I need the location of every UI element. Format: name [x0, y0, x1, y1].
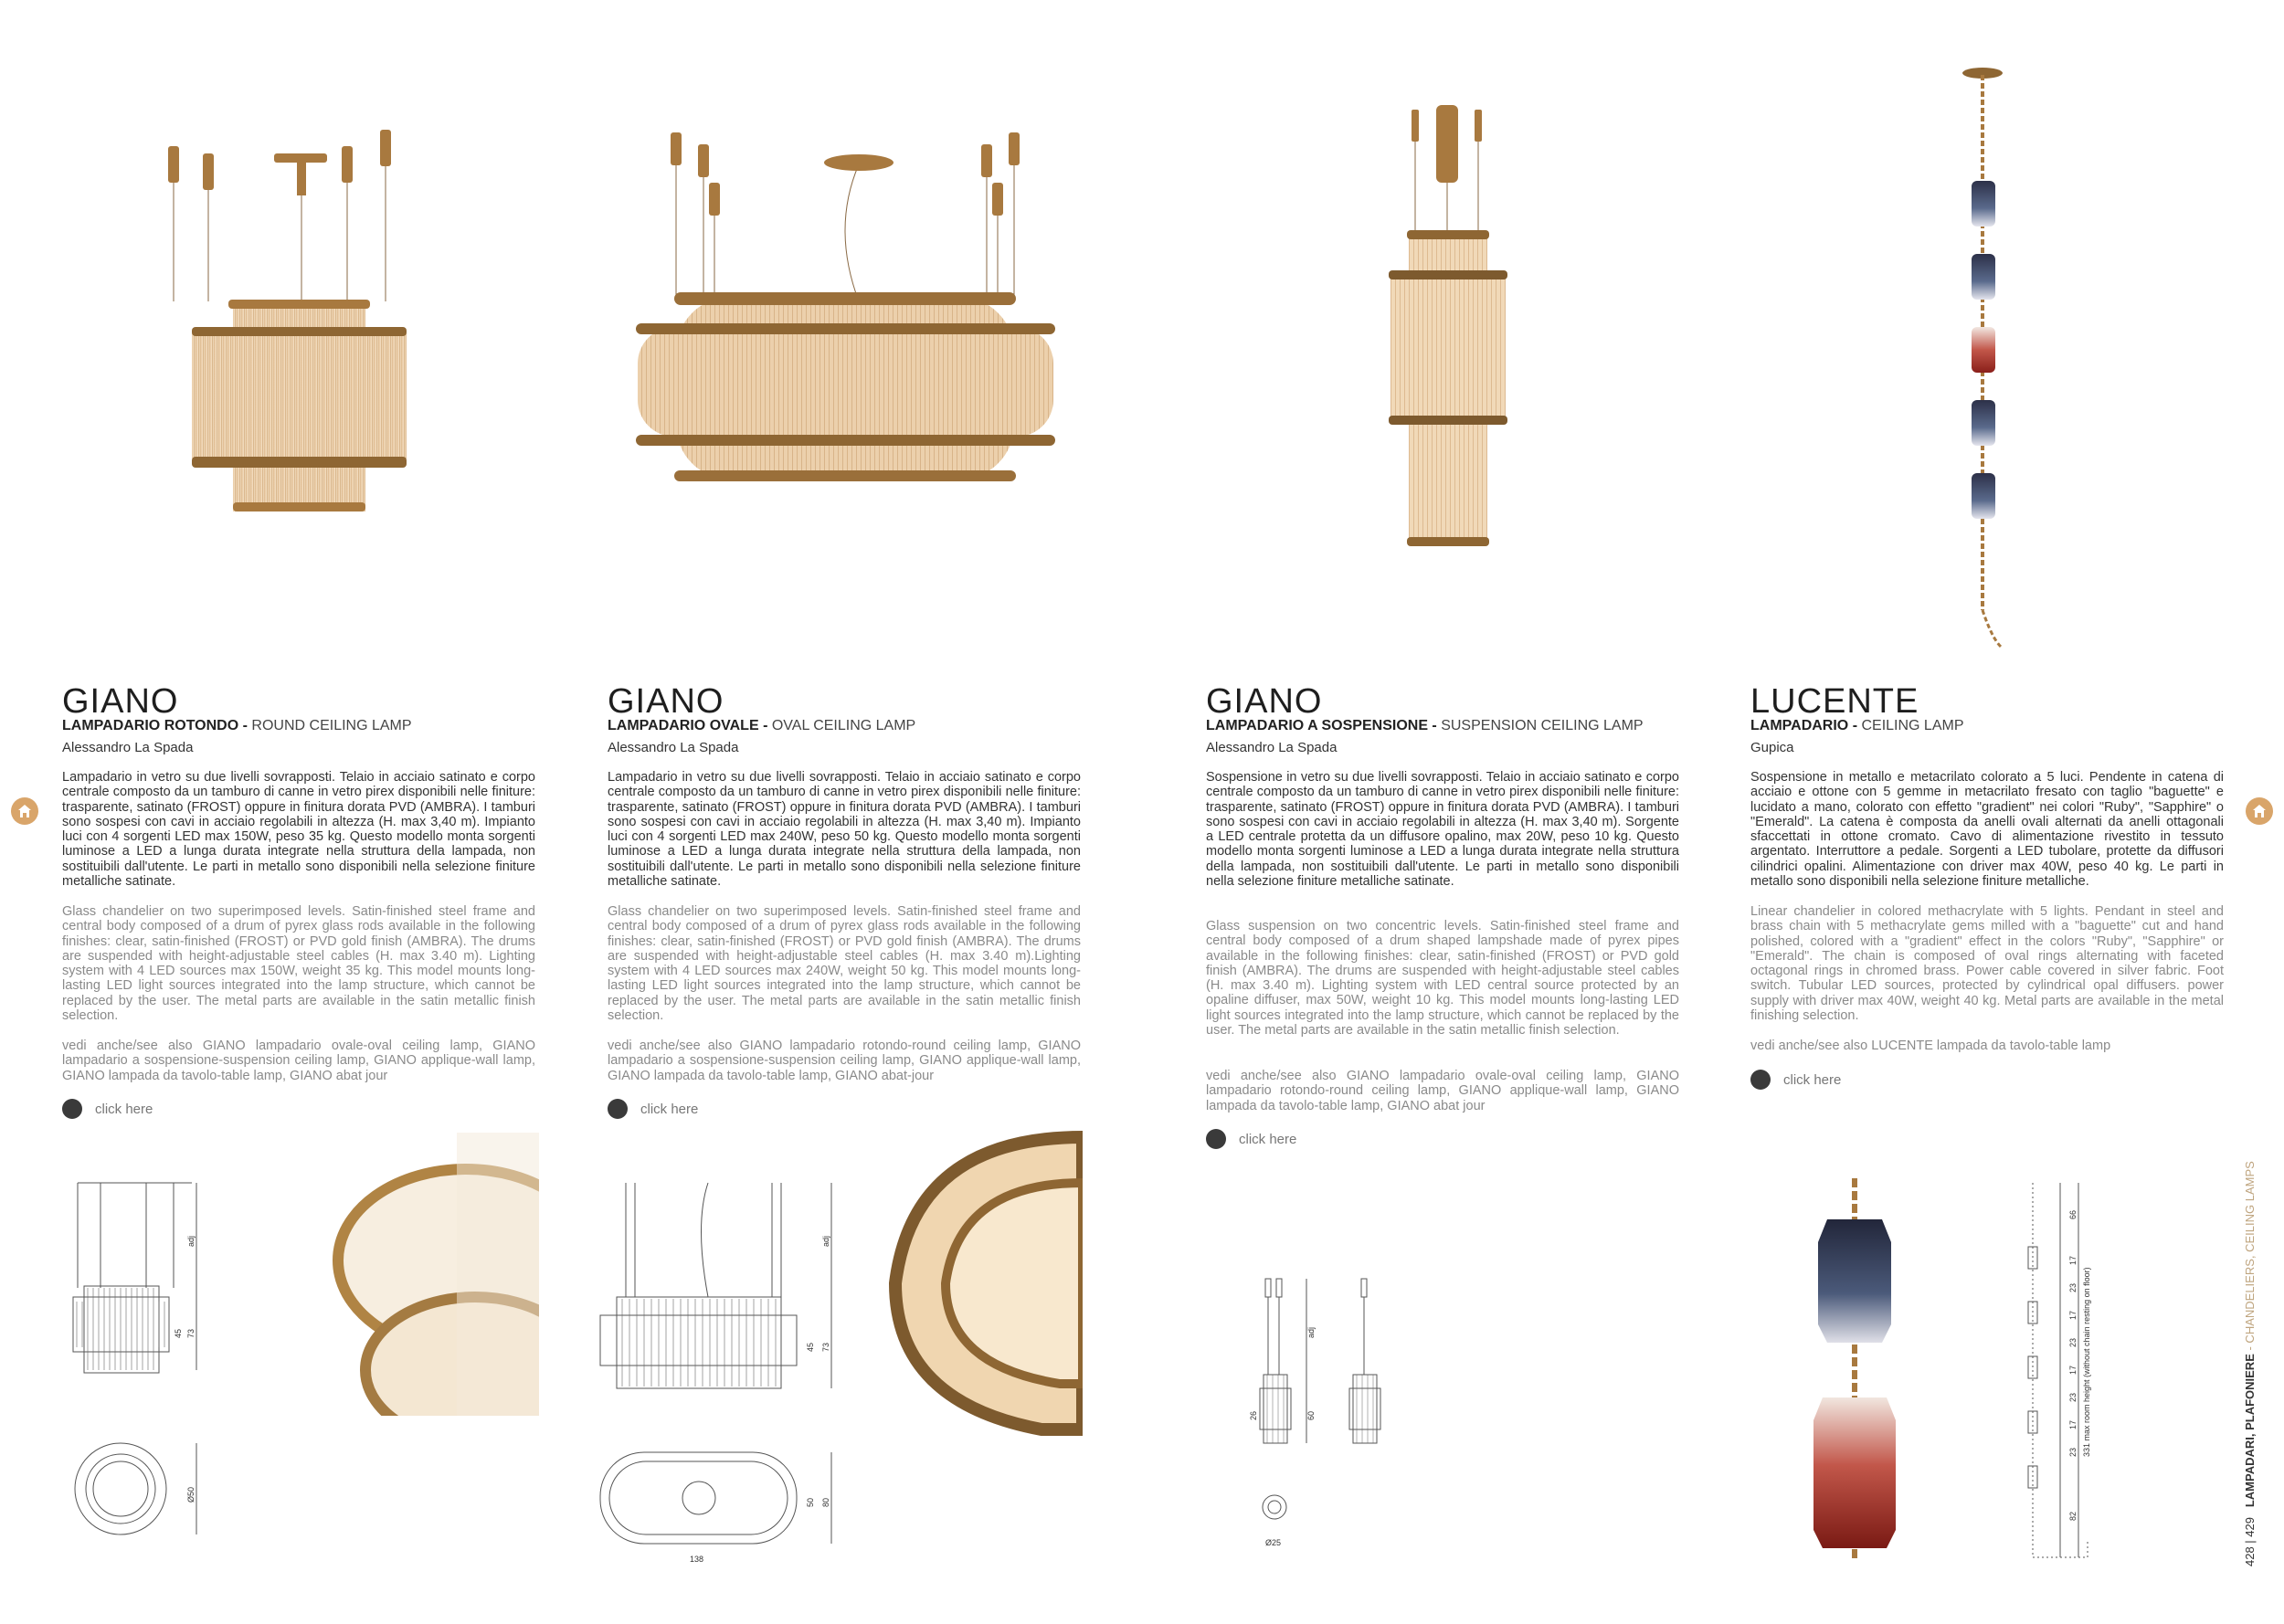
dim-label: adj [1306, 1326, 1316, 1338]
click-here-link[interactable] [608, 1099, 698, 1119]
bullet-icon [608, 1099, 628, 1119]
description-en: Linear chandelier in colored methacrylate with 5 lights. Pendant in steel and brass chain with 5 methacrylate gems milled with a "baguette" cut and hand polished, colored with a "gradient" effect in the colors "Ruby", "Sapphire" or "Emerald". The chain is composed of oval rings alternating with faceted octagonal rings in chromed brass. Power cable covered in silver fabric. Foot switch. Tubular LED sources, protected by cylindrical opal diffusers. power supply with driver max 40W, weight 40 kg. Metal parts are available in the metal finishing selection. [1750, 904, 2224, 1024]
giano-suspension-image [1380, 100, 1517, 557]
dim-label: Ø25 [1265, 1538, 1282, 1547]
click-here-label: click here [640, 1101, 699, 1117]
dim-label: 80 [821, 1497, 830, 1507]
dim-label: 17 [2068, 1310, 2078, 1320]
product-type-en: OVAL CEILING LAMP [771, 718, 916, 733]
giano-suspension-technical-drawing [1220, 1274, 1384, 1557]
product-type-en: CEILING LAMP [1861, 718, 1964, 733]
giano-round-technical-drawing [64, 1178, 219, 1562]
lucente-detail-image [1754, 1178, 1937, 1562]
product-type [608, 718, 915, 734]
dim-label: 23 [2068, 1337, 2078, 1347]
description-en: Glass chandelier on two superimposed levels. Satin-finished steel frame and central body composed of a drum of pyrex glass rods available in the following finishes: clear, satin-finished (FROST) or PVD gold finish (AMBRA). The drums are suspended with height-adjustable steel cables (H. max 3.40 m). Lighting system with 4 LED sources max 150W, weight 35 kg. This model mounts long-lasting LED light sources integrated into the lamp structure, which cannot be replaced by the user. The metal parts are available in the satin metallic finish selection. [62, 904, 535, 1024]
dim-label: adj [821, 1235, 830, 1247]
product-designer: Alessandro La Spada [62, 740, 194, 755]
giano-round-image [137, 119, 439, 539]
section-side-label [2243, 1161, 2257, 1566]
product-title: GIANO [62, 682, 179, 721]
product-type [1206, 718, 1644, 734]
lucente-image [1919, 62, 2083, 656]
type-separator: - [758, 718, 772, 733]
type-separator: - [1848, 718, 1862, 733]
dim-label: 138 [690, 1555, 704, 1564]
lucente-technical-drawing [2005, 1174, 2170, 1566]
dim-label: 45 [806, 1342, 815, 1352]
product-designer: Gupica [1750, 740, 1794, 755]
bullet-icon [1206, 1129, 1226, 1149]
click-here-label: click here [1239, 1131, 1297, 1147]
click-here-link[interactable] [62, 1099, 153, 1119]
bullet-icon [1750, 1070, 1771, 1090]
click-here-label: click here [1783, 1071, 1842, 1088]
dim-label: 17 [2068, 1255, 2078, 1265]
dim-label: 331 max room height (without chain resting on floor) [2082, 1267, 2091, 1457]
click-here-link[interactable] [1206, 1129, 1296, 1149]
description-en: Glass chandelier on two superimposed levels. Satin-finished steel frame and central body composed of a drum of pyrex glass rods available in the following finishes: clear, satin-finished (FROST) or PVD gold finish (AMBRA). The drums are suspended with height-adjustable steel cables (H. max 3.40 m).Lighting system with 4 LED sources max 240W, weight 50 kg. This model mounts long-lasting LED light sources integrated into the lamp structure, which cannot be replaced by the user. The metal parts are available in the satin metallic finish selection. [608, 904, 1081, 1024]
product-title: LUCENTE [1750, 682, 1919, 721]
dim-label: 50 [806, 1497, 815, 1507]
section-title-en: - CHANDELIERS, CEILING LAMPS [2243, 1161, 2257, 1355]
home-icon [16, 803, 33, 819]
description-it: Lampadario in vetro su due livelli sovrapposti. Telaio in acciaio satinato e corpo centrale composto da un tamburo di canne in vetro pirex disponibili nelle finiture: trasparente, satinato (FROST) oppure in finitura dorata PVD (AMBRA). I tamburi sono sospesi con cavi in acciaio regolabili in altezza (H. max 3,40 m). Impianto luci con 4 sorgenti LED max 240W, peso 50 kg. Questo modello monta sorgenti luminose a LED a lunga durata integrate nella struttura della lampada, non sostituibili dall'utente. Le parti in metallo sono disponibili nella selezione finiture metalliche satinate. [608, 770, 1081, 890]
dim-label: 66 [2068, 1209, 2078, 1219]
product-type-it: LAMPADARIO A SOSPENSIONE [1206, 718, 1428, 733]
dim-label: Ø50 [186, 1486, 196, 1503]
section-title-it: LAMPADARI, PLAFONIERE [2243, 1354, 2257, 1508]
see-also: vedi anche/see also GIANO lampadario ovale-oval ceiling lamp, GIANO lampadario a sospensione-suspension ceiling lamp, GIANO applique-wall lamp, GIANO lampada da tavolo-table lamp, GIANO abat jour [62, 1039, 535, 1083]
click-here-link[interactable] [1750, 1070, 1841, 1090]
dim-label: 17 [2068, 1365, 2078, 1375]
dim-label: 23 [2068, 1392, 2078, 1402]
dim-label: 82 [2068, 1511, 2078, 1521]
description-it: Lampadario in vetro su due livelli sovrapposti. Telaio in acciaio satinato e corpo centrale composto da un tamburo di canne in vetro pirex disponibili nelle finiture: trasparente, satinato (FROST) oppure in finitura dorata PVD (AMBRA). I tamburi sono sospesi con cavi in acciaio regolabili in altezza (H. max 3,40 m). Impianto luci con 4 sorgenti LED max 150W, peso 35 kg. Questo modello monta sorgenti luminose a LED a lunga durata integrate nella struttura della lampada, non sostituibili dall'utente. Le parti in metallo sono disponibili nella selezione finiture metalliche satinate. [62, 770, 535, 890]
product-designer: Alessandro La Spada [1206, 740, 1338, 755]
dim-label: 26 [1249, 1410, 1258, 1420]
product-type [1750, 718, 1964, 734]
dim-label: 73 [821, 1342, 830, 1352]
giano-oval-image [621, 119, 1096, 502]
home-button-left[interactable] [11, 797, 38, 825]
description-it: Sospensione in metallo e metacrilato colorato a 5 luci. Pendente in catena di acciaio e ottone con 5 gemme in metacrilato fresato con taglio "baguette" e lucidato a mano, colorato con effetto "gradient" nei colori "Ruby", "Sapphire" o "Emerald". La catena è composta da anelli ovali alternati da anelli ottagonali sfaccettati in ottone cromato. Cavo di alimentazione rivestito in tessuto argentato. Interruttore a pedale. Sorgenti a LED tubolare, protette da diffusori cilindrici opalini. Alimentazione con driver max 40W, peso 40 kg. Le parti in metallo sono disponibili nella selezione finiture metalliche. [1750, 770, 2224, 890]
dim-label: 23 [2068, 1447, 2078, 1457]
click-here-label: click here [95, 1101, 153, 1117]
product-type-it: LAMPADARIO ROTONDO [62, 718, 239, 733]
giano-oval-detail-image [859, 1128, 1083, 1443]
dim-label: 60 [1306, 1410, 1316, 1420]
page-number: 428 | 429 [2243, 1517, 2257, 1566]
home-button-right[interactable] [2246, 797, 2273, 825]
product-type-it: LAMPADARIO [1750, 718, 1849, 733]
product-title: GIANO [608, 682, 724, 721]
dim-label: 17 [2068, 1419, 2078, 1429]
description-en: Glass suspension on two concentric levels. Satin-finished steel frame and central body composed of a drum shaped lampshade made of pyrex pipes available in the following finishes: clear, satin-finished (FROST) or PVD gold finish (AMBRA). The drums are suspended with height-adjustable steel cables (H. max 3.40 m). Lighting system with LED central source protected by an opaline diffuser, max 50W, weight 10 kg. This model mounts long-lasting LED light sources integrated into the lamp structure, which cannot be replaced by the user. The metal parts are available in the satin metallic finish selection. [1206, 919, 1679, 1039]
dim-label: adj [186, 1235, 196, 1247]
type-separator: - [1427, 718, 1442, 733]
product-title: GIANO [1206, 682, 1323, 721]
product-type-it: LAMPADARIO OVALE [608, 718, 759, 733]
bullet-icon [62, 1099, 82, 1119]
dim-label: 73 [186, 1328, 196, 1338]
dim-label: 45 [174, 1328, 183, 1338]
product-type-en: ROUND CEILING LAMP [251, 718, 412, 733]
product-type-en: SUSPENSION CEILING LAMP [1441, 718, 1644, 733]
dim-label: 23 [2068, 1282, 2078, 1292]
home-icon [2251, 803, 2268, 819]
product-designer: Alessandro La Spada [608, 740, 739, 755]
see-also: vedi anche/see also GIANO lampadario rotondo-round ceiling lamp, GIANO lampadario a sospensione-suspension ceiling lamp, GIANO applique-wall lamp, GIANO lampada da tavolo-table lamp, GIANO abat-jour [608, 1039, 1081, 1083]
giano-oval-technical-drawing [598, 1178, 854, 1571]
giano-round-detail-image [320, 1133, 539, 1416]
see-also: vedi anche/see also LUCENTE lampada da tavolo-table lamp [1750, 1039, 2111, 1053]
description-it: Sospensione in vetro su due livelli sovrapposti. Telaio in acciaio satinato e corpo centrale composto da un tamburo di canne in vetro pirex disponibili nelle finiture: trasparente, satinato (FROST) oppure in finitura dorata PVD (AMBRA). I tamburi sono sospesi con cavi in acciaio regolabili in altezza (H. max 3,40 m). Sorgente a LED centrale protetta da un diffusore opalino, max 20W, peso 10 kg. Questo modello monta sorgenti luminose a LED a lunga durata integrate nella struttura della lampada, non sostituibili dall'utente. Le parti in metallo sono disponibili nella selezione finiture metalliche satinate. [1206, 770, 1679, 890]
see-also: vedi anche/see also GIANO lampadario ovale-oval ceiling lamp, GIANO lampadario rotondo-round ceiling lamp, GIANO applique-wall lamp, GIANO lampada da tavolo-table lamp, GIANO abat jour [1206, 1069, 1679, 1113]
product-type [62, 718, 412, 734]
type-separator: - [238, 718, 252, 733]
